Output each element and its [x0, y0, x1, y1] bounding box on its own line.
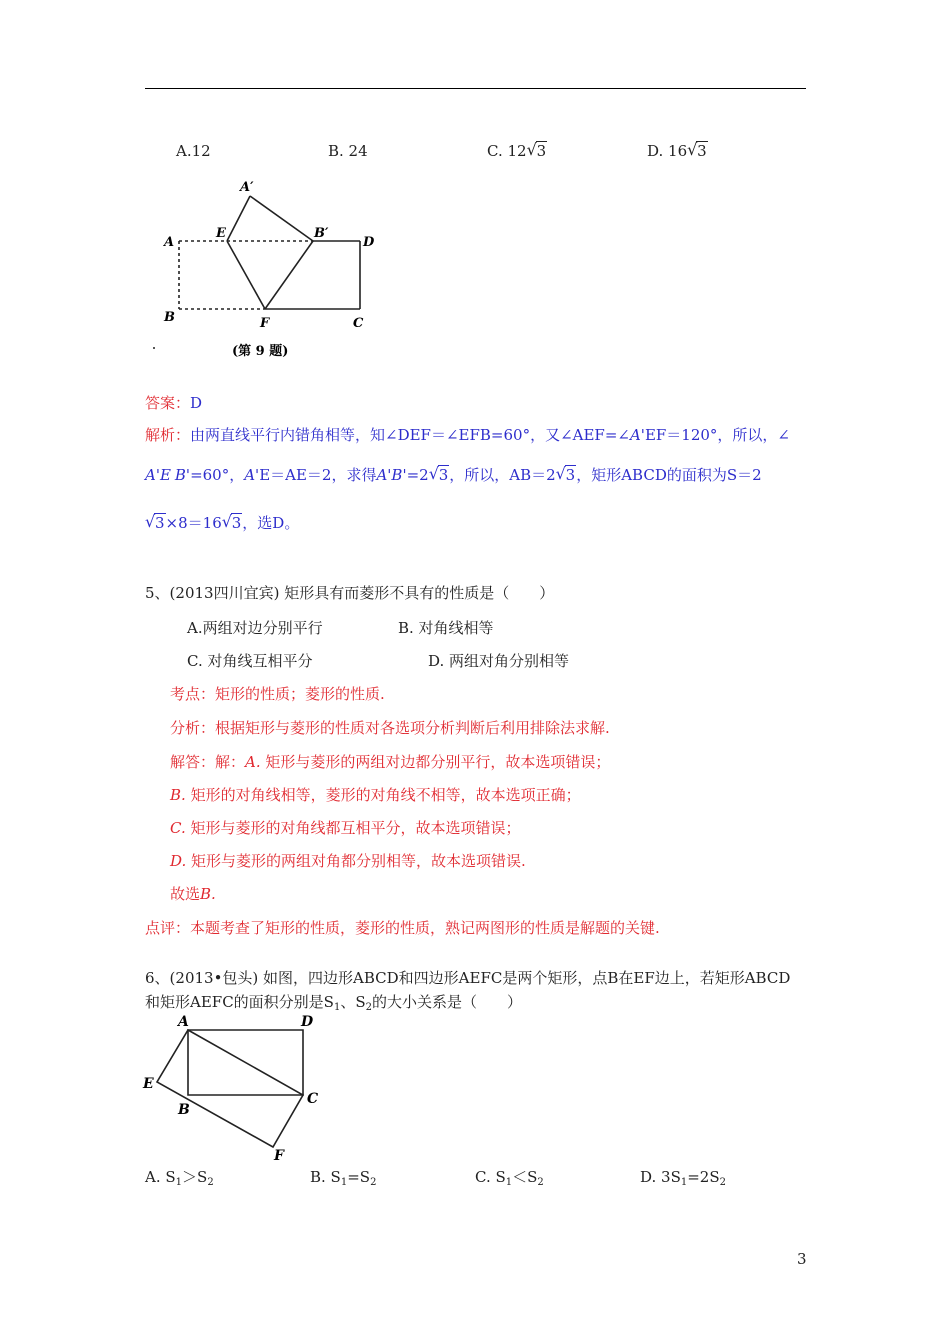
label-A: A [178, 1014, 189, 1030]
solution-text: 矩形与菱形的对角线都互相平分，故本选项错误； [190, 819, 521, 837]
answer-value: D [190, 394, 203, 412]
label-F: F [274, 1148, 284, 1164]
q4-option-d-radicand: 3 [697, 142, 707, 160]
q5-stem: 5、(2013四川宜宾) 矩形具有而菱形不具有的性质是（ ） [145, 584, 555, 602]
q4-option-a: A.12 [176, 142, 211, 160]
label-F: F [260, 316, 270, 331]
q4-analysis-line-2 [145, 465, 762, 485]
segment-A-prime-B-prime [250, 196, 313, 241]
label-D: D [301, 1014, 314, 1030]
analysis-math: B' [174, 466, 191, 484]
solution-text: 矩形与菱形的两组对角都分别相等，故本选项错误. [191, 852, 526, 870]
q5-fenxi: 分析：根据矩形与菱形的性质对各选项分析判断后利用排除法求解. [170, 719, 610, 737]
q6-option-c: C. $S_1<S_2$ [475, 1168, 544, 1188]
subscript: 2 [365, 1002, 372, 1013]
q5-kaodian: 考点：矩形的性质；菱形的性质. [170, 685, 385, 703]
q6-figure [140, 1010, 340, 1165]
q5-option-c: C. 对角线互相平分 [187, 652, 313, 670]
analysis-label: 解析： [145, 426, 191, 444]
option-letter: C. [170, 819, 186, 837]
label-B: B [178, 1102, 190, 1118]
q4-option-c [487, 141, 547, 161]
label-B: B [164, 310, 175, 325]
q6-option-d: D. $3S_1=2S_2$ [640, 1168, 726, 1188]
analysis-math: A'E [145, 466, 171, 484]
stem-text: 、S [340, 993, 366, 1011]
sqrt-symbol: √ 3 [555, 464, 576, 484]
page-number: 3 [797, 1250, 807, 1268]
analysis-radicand: 3 [155, 514, 165, 532]
analysis-text: ，所以，AB＝2 [449, 466, 556, 484]
figure-caption: (第 9 题) [232, 344, 289, 359]
q5-jieda-d [170, 851, 526, 871]
q4-option-b: B. 24 [328, 142, 368, 160]
q4-option-d-prefix: D. 16 [647, 142, 688, 160]
sqrt-symbol: √ 3 [221, 512, 242, 532]
q5-option-b: B. 对角线相等 [398, 619, 494, 637]
label-C: C [353, 316, 364, 331]
analysis-text: ×8＝16 [165, 514, 222, 532]
q4-analysis-line-1 [145, 425, 790, 445]
header-rule [145, 88, 806, 89]
label-C: C [307, 1091, 319, 1107]
stem-text: 的大小关系是（ ） [371, 993, 522, 1011]
label-B-prime: B′ [314, 226, 329, 241]
sqrt-symbol: √ 3 [526, 140, 547, 160]
label-D: D [363, 235, 375, 250]
segment-B-prime-F [265, 241, 313, 309]
sqrt-symbol: √ 3 [687, 140, 707, 160]
analysis-math: A' [629, 426, 645, 444]
subscript: 1 [333, 1002, 341, 1013]
solution-label: 解答：解： [170, 753, 246, 771]
q5-guxuan [170, 884, 216, 904]
rectangle-AEFC [157, 1030, 303, 1147]
analysis-text: E＝AE＝2，求得 [259, 466, 377, 484]
q4-figure [150, 175, 390, 365]
answer-label: 答案： [145, 394, 191, 412]
label-A: A [164, 235, 175, 250]
q4-answer [145, 393, 202, 413]
analysis-text: =60°， [190, 466, 245, 484]
analysis-text: 由两直线平行内错角相等，知∠DEF＝∠EFB=60°，又∠AEF=∠ [190, 426, 630, 444]
stem-text: 和矩形AEFC的面积分别是S [145, 993, 334, 1011]
q4-option-d [647, 141, 708, 161]
q5-jieda-b [170, 785, 581, 805]
q6-option-b: B. $S_1=S_2$ [310, 1168, 377, 1188]
option-letter: B. [200, 885, 216, 903]
q4-option-c-radicand: 3 [536, 142, 547, 160]
analysis-text: ，选D。 [242, 514, 300, 532]
q4-option-c-prefix: C. 12 [487, 142, 527, 160]
q6-stem-line-1: 6、(2013•包头) 如图，四边形ABCD和四边形AEFC是两个矩形，点B在EF边上，若矩形ABCD [145, 969, 791, 987]
analysis-radicand: 3 [231, 514, 242, 532]
q5-dianping: 点评：本题考查了矩形的性质，菱形的性质，熟记两图形的性质是解题的关键. [145, 919, 660, 937]
analysis-text: ，矩形ABCD的面积为S＝2 [576, 466, 762, 484]
q5-option-a: A.两组对边分别平行 [187, 619, 323, 637]
analysis-math: A'B' [376, 466, 407, 484]
sqrt-symbol: √ 3 [428, 464, 449, 484]
label-E: E [216, 226, 226, 241]
solution-text: 矩形的对角线相等，菱形的对角线不相等，故本选项正确； [190, 786, 581, 804]
analysis-text: =2 [406, 466, 429, 484]
q5-jieda-a [170, 752, 610, 772]
option-letter: B. [170, 786, 186, 804]
option-letter: D. [170, 852, 187, 870]
analysis-radicand: 3 [565, 466, 576, 484]
label-E: E [143, 1076, 154, 1092]
stray-dot [153, 347, 155, 349]
q6-option-a: A. $S_1>S_2$ [145, 1168, 214, 1188]
segment-EA-prime [227, 196, 250, 241]
solution-text: 故选 [170, 885, 201, 903]
segment-EF [227, 241, 265, 309]
q5-jieda-c [170, 818, 521, 838]
solution-text: 矩形与菱形的两组对边都分别平行，故本选项错误； [265, 753, 611, 771]
analysis-math: A' [244, 466, 260, 484]
option-letter: A. [245, 753, 261, 771]
label-A-prime: A′ [240, 180, 254, 195]
analysis-text: EF＝120°，所以，∠ [644, 426, 790, 444]
q4-analysis-line-3 [145, 513, 299, 533]
sqrt-symbol: √ 3 [145, 512, 165, 532]
q5-option-d: D. 两组对角分别相等 [428, 652, 570, 670]
analysis-radicand: 3 [438, 466, 449, 484]
